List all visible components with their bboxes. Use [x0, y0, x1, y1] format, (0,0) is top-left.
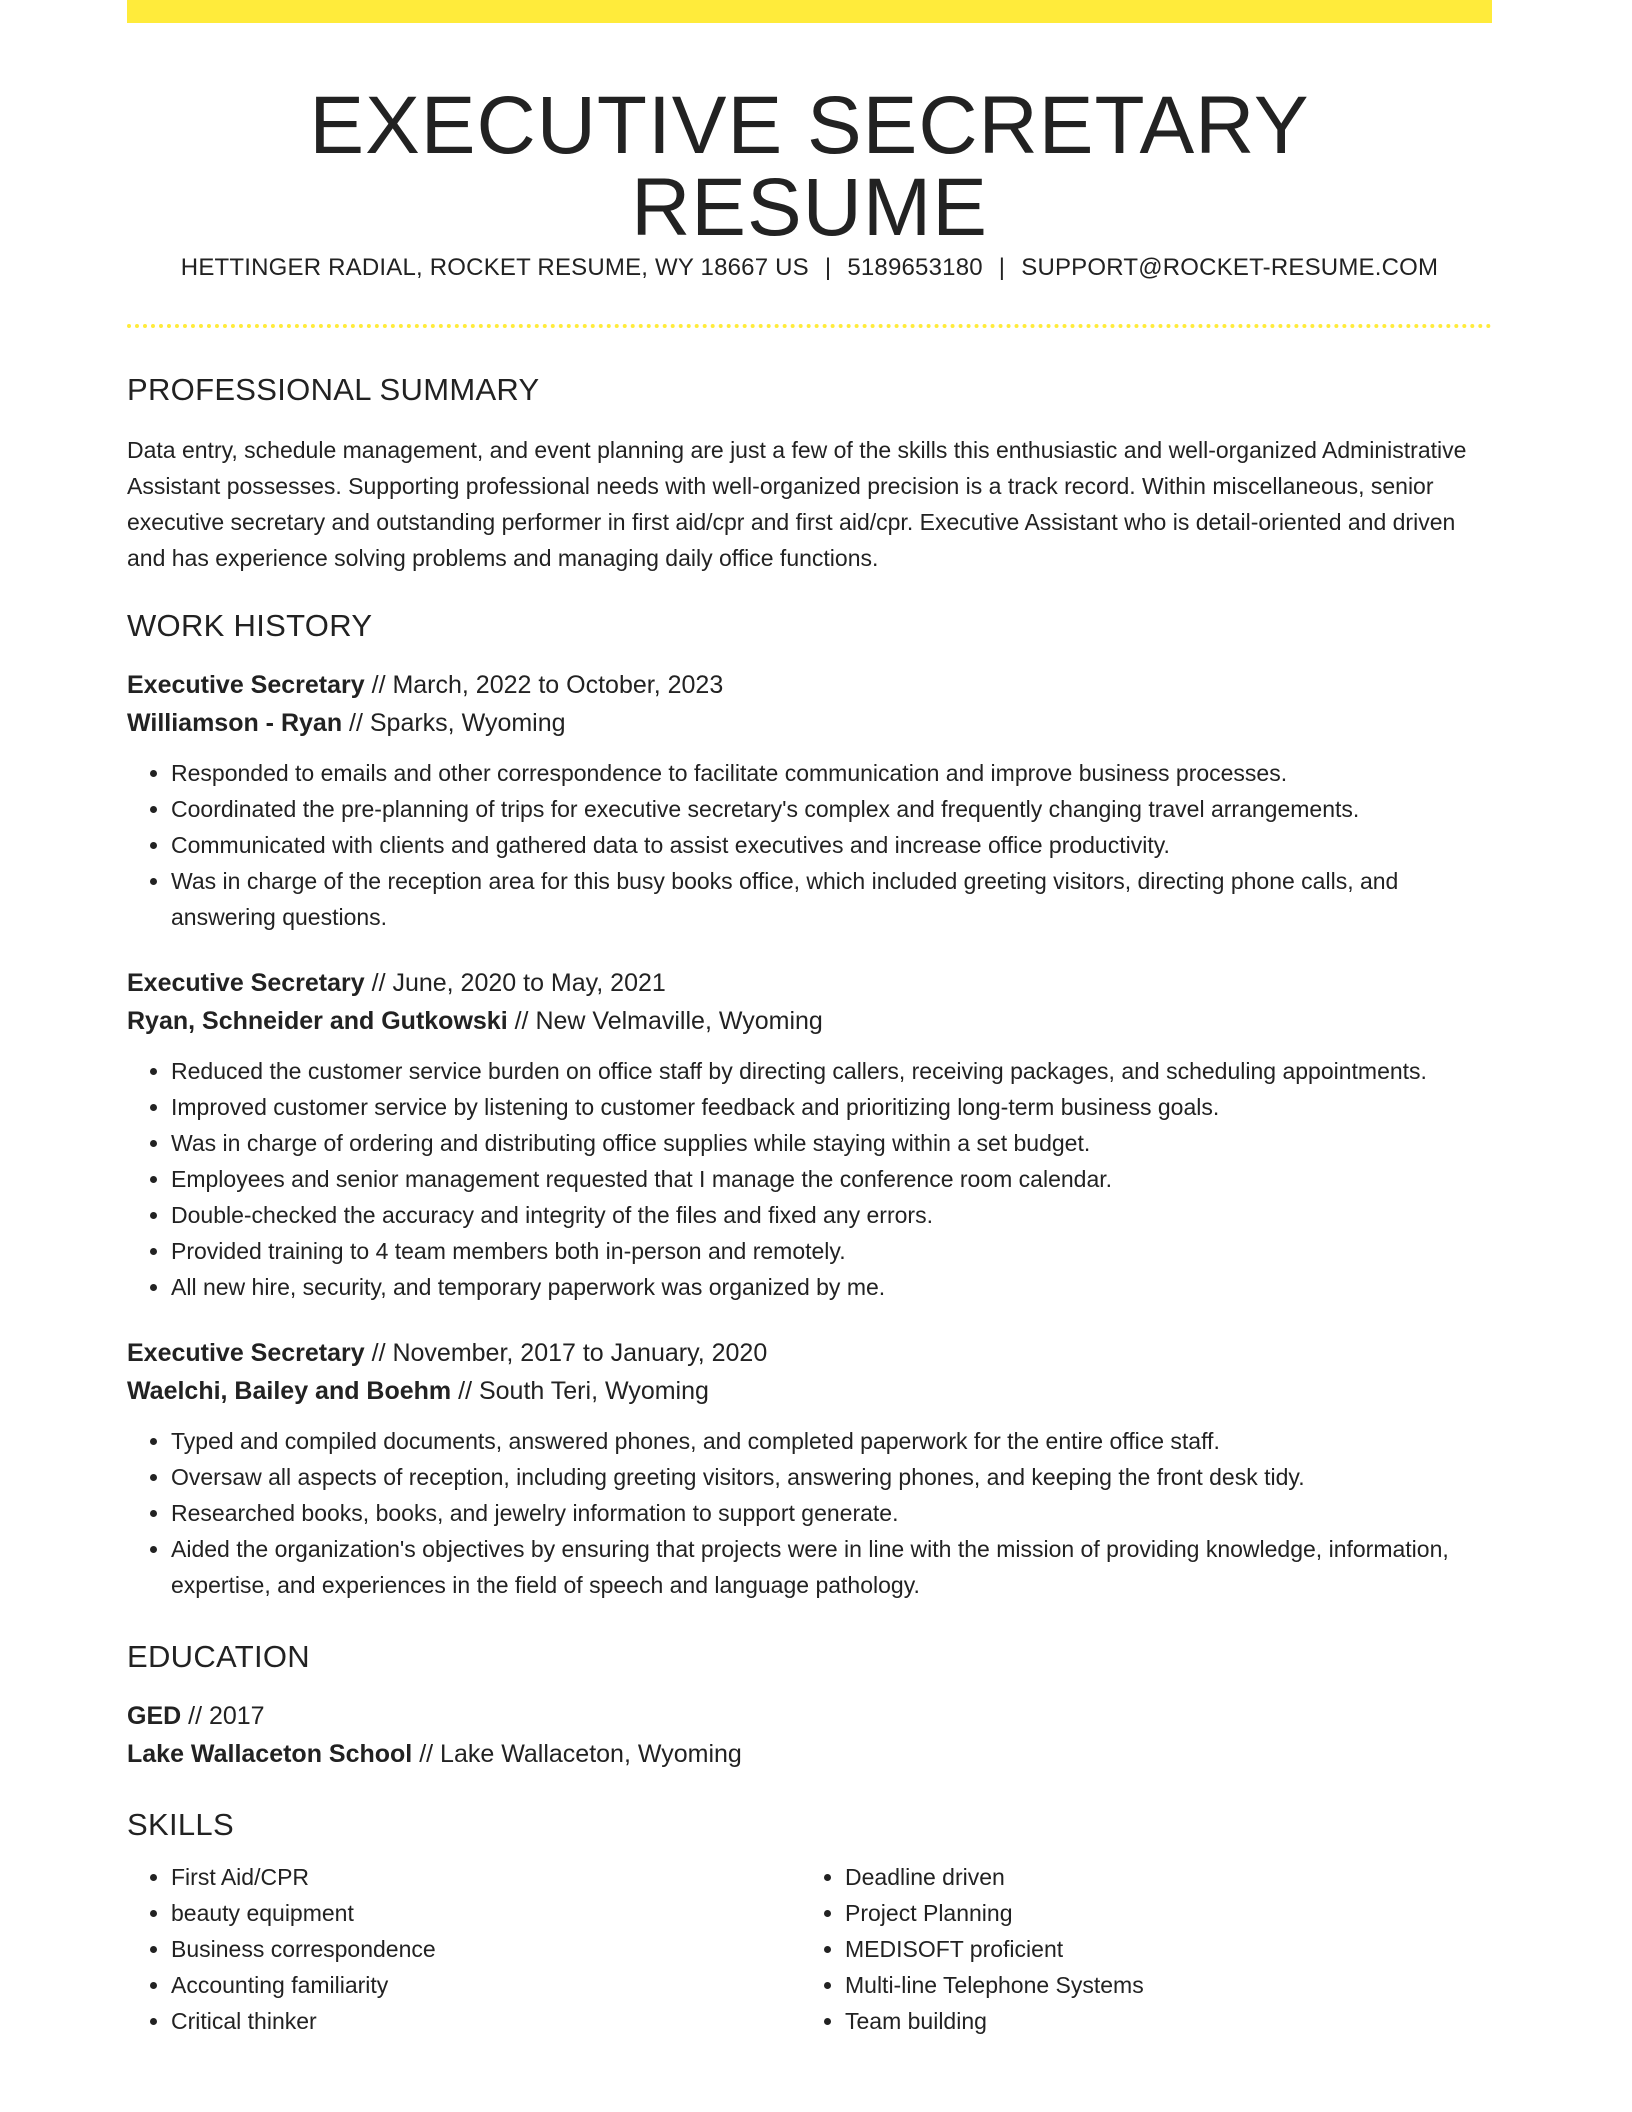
skill-item: • Deadline driven: [845, 1859, 1475, 1895]
skill-item: • Multi-line Telephone Systems: [845, 1967, 1475, 2003]
job-bullet: • Double-checked the accuracy and integrity of the files and fixed any errors.: [171, 1197, 1492, 1233]
contact-address: HETTINGER RADIAL, ROCKET RESUME, WY 18667 US: [180, 254, 809, 281]
job-bullet: • Improved customer service by listening to customer feedback and prioritizing long-term business goals.: [171, 1089, 1492, 1125]
job-dates: // November, 2017 to January, 2020: [364, 1339, 768, 1367]
education-degree-line: [127, 1697, 1492, 1735]
summary-heading: PROFESSIONAL SUMMARY: [127, 372, 540, 407]
job-bullet: • Communicated with clients and gathered data to assist executives and increase office productivity.: [171, 827, 1492, 863]
job-title-line: [127, 1334, 1492, 1372]
job-title: Executive Secretary: [127, 969, 365, 997]
job-dates: // June, 2020 to May, 2021: [364, 969, 666, 997]
skill-item: • Critical thinker: [171, 2003, 801, 2039]
job-bullet: • Oversaw all aspects of reception, including greeting visitors, answering phones, and keeping the front desk tidy.: [171, 1459, 1492, 1495]
job-bullets: [127, 1423, 1492, 1603]
education-heading: EDUCATION: [127, 1639, 310, 1674]
job-bullet: • Typed and compiled documents, answered phones, and completed paperwork for the entire office staff.: [171, 1423, 1492, 1459]
job-bullet: • Provided training to 4 team members both in-person and remotely.: [171, 1233, 1492, 1269]
contact-phone: 5189653180: [847, 254, 983, 281]
job-location: // South Teri, Wyoming: [451, 1377, 709, 1405]
job-company: Ryan, Schneider and Gutkowski: [127, 1007, 508, 1035]
skills-columns: [127, 1859, 1492, 2039]
job-bullet: • Was in charge of the reception area for this busy books office, which included greeting visitors, directing phone calls, and answering questions.: [171, 863, 1492, 935]
job-title: Executive Secretary: [127, 1339, 365, 1367]
job-entry: [127, 964, 1492, 1305]
summary-text: Data entry, schedule management, and event planning are just a few of the skills this enthusiastic and well-organized Administrative Assistant possesses. Supporting professional needs with well-organized precision is a track record. Within miscellaneous, senior executive secretary and outstanding performer in first aid/cpr and first aid/cpr. Executive Assistant who is detail-oriented and driven and has experience solving problems and managing daily office functions.: [127, 437, 1467, 571]
job-bullets: [127, 1053, 1492, 1305]
job-bullets: [127, 755, 1492, 935]
job-title: Executive Secretary: [127, 671, 365, 699]
dotted-divider: [127, 324, 1492, 328]
education-entry: [127, 1697, 1492, 1773]
job-entry: [127, 666, 1492, 935]
job-entry: [127, 1334, 1492, 1603]
job-company-line: [127, 1002, 1492, 1040]
job-bullet: • Was in charge of ordering and distributing office supplies while staying within a set budget.: [171, 1125, 1492, 1161]
job-company: Waelchi, Bailey and Boehm: [127, 1377, 452, 1405]
education-school-line: [127, 1735, 1492, 1773]
job-bullet: • Researched books, books, and jewelry information to support generate.: [171, 1495, 1492, 1531]
job-bullet: • Coordinated the pre-planning of trips for executive secretary's complex and frequently changing travel arrangements.: [171, 791, 1492, 827]
skills-heading: SKILLS: [127, 1807, 234, 1842]
education-location: // Lake Wallaceton, Wyoming: [412, 1740, 742, 1768]
job-location: // New Velmaville, Wyoming: [507, 1007, 823, 1035]
job-bullet: • Responded to emails and other correspondence to facilitate communication and improve business processes.: [171, 755, 1492, 791]
skills-list-left: [127, 1859, 801, 2039]
resume-title: EXECUTIVE SECRETARY RESUME: [309, 80, 1310, 253]
job-title-line: [127, 666, 1492, 704]
job-company: Williamson - Ryan: [127, 709, 343, 737]
work-history-list: [127, 666, 1492, 1603]
job-title-line: [127, 964, 1492, 1002]
skill-item: • Business correspondence: [171, 1931, 801, 1967]
skill-item: • First Aid/CPR: [171, 1859, 801, 1895]
job-bullet: • Aided the organization's objectives by ensuring that projects were in line with the mission of providing knowledge, information, expertise, and experiences in the field of speech and language pathology.: [171, 1531, 1492, 1603]
skill-item: • MEDISOFT proficient: [845, 1931, 1475, 1967]
contact-email: SUPPORT@ROCKET-RESUME.COM: [1021, 254, 1439, 281]
contact-separator: |: [824, 254, 832, 281]
job-bullet: • All new hire, security, and temporary paperwork was organized by me.: [171, 1269, 1492, 1305]
education-year: // 2017: [181, 1702, 265, 1730]
skills-list-right: [801, 1859, 1475, 2039]
job-location: // Sparks, Wyoming: [342, 709, 566, 737]
job-company-line: [127, 1372, 1492, 1410]
skill-item: • Accounting familiarity: [171, 1967, 801, 2003]
job-dates: // March, 2022 to October, 2023: [364, 671, 724, 699]
skill-item: • Team building: [845, 2003, 1475, 2039]
top-accent-bar: [127, 0, 1492, 23]
education-school: Lake Wallaceton School: [127, 1740, 413, 1768]
resume-page: [127, 0, 1492, 2039]
job-bullet: • Reduced the customer service burden on office staff by directing callers, receiving packages, and scheduling appointments.: [171, 1053, 1492, 1089]
job-bullet: • Employees and senior management requested that I manage the conference room calendar.: [171, 1161, 1492, 1197]
work-history-heading: WORK HISTORY: [127, 608, 373, 643]
contact-separator: |: [998, 254, 1006, 281]
skill-item: • Project Planning: [845, 1895, 1475, 1931]
contact-line: [127, 254, 1492, 282]
skill-item: • beauty equipment: [171, 1895, 801, 1931]
job-company-line: [127, 704, 1492, 742]
education-degree: GED: [127, 1702, 182, 1730]
